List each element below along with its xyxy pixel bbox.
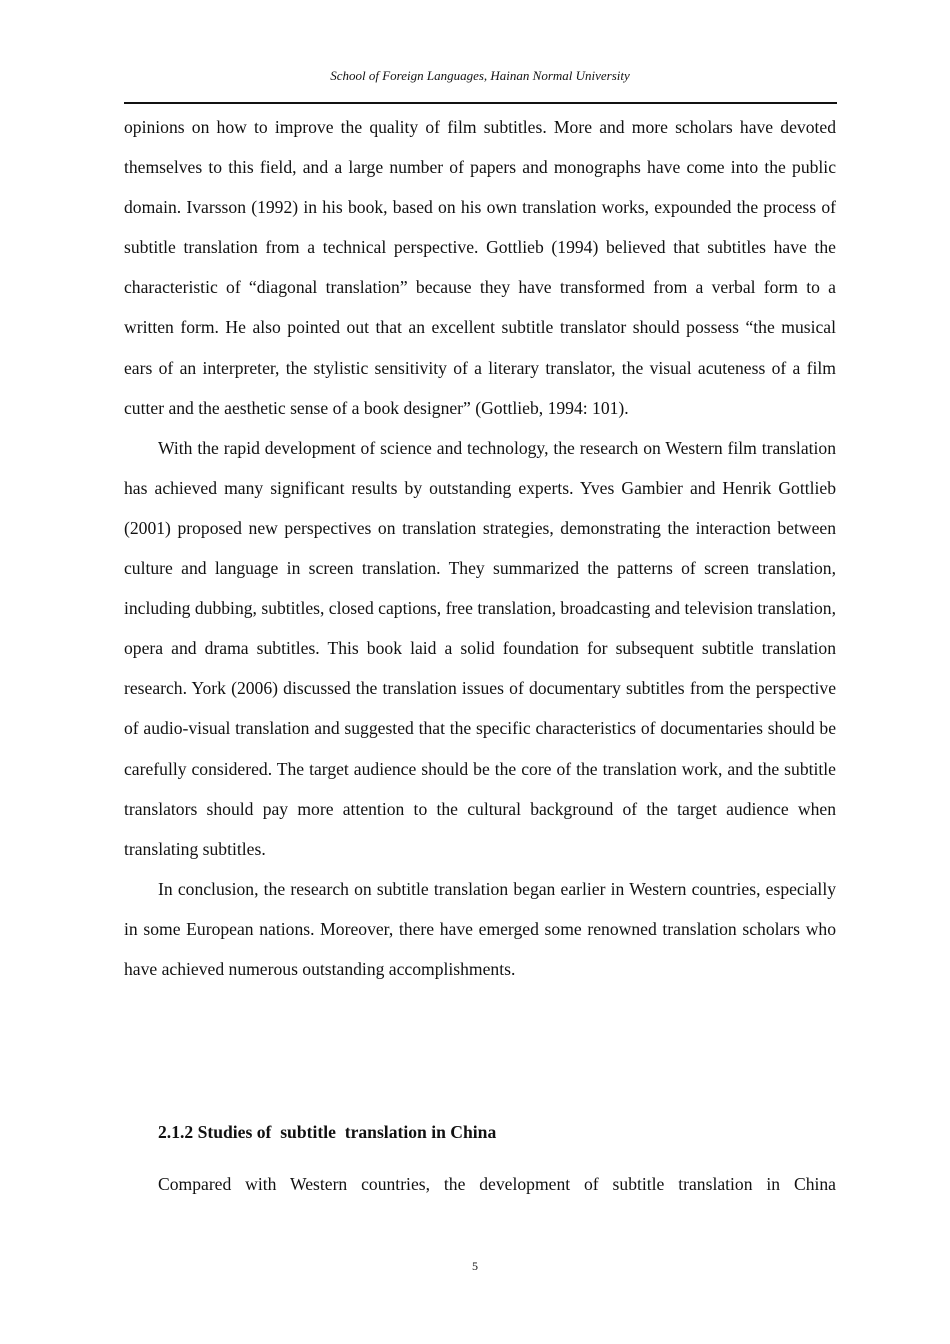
section-heading: 2.1.2 Studies of subtitle translation in China bbox=[158, 1122, 497, 1142]
page-number: 5 bbox=[472, 1259, 478, 1273]
paragraph-continuation: opinions on how to improve the quality of film subtitles. More and more scholars have devoted themselves to this field, and a large number of papers and monographs have come into the public domain. Ivarsson (1992) in his book, based on his own translation works, expounded the process of subtitle translation from a technical perspective. Gottlieb (1994) believed that subtitles have the characteristic of “diagonal translation” because they have transformed from a verbal form to a written form. He also pointed out that an excellent subtitle translator should possess “the musical ears of an interpreter, the stylistic sensitivity of a literary translator, the visual acuteness of a film cutter and the aesthetic sense of a book designer” (Gottlieb, 1994: 101). bbox=[124, 117, 836, 418]
paragraph-western-research: With the rapid development of science and technology, the research on Western film translation has achieved many significant results by outstanding experts. Yves Gambier and Henrik Gottlieb (2001) proposed new perspectives on translation strategies, demonstrating the interaction between culture and language in screen translation. They summarized the patterns of screen translation, including dubbing, subtitles, closed captions, free translation, broadcasting and television translation, opera and drama subtitles. This book laid a solid foundation for subsequent subtitle translation research. York (2006) discussed the translation issues of documentary subtitles from the perspective of audio-visual translation and suggested that the specific characteristics of documentaries should be carefully considered. The target audience should be the core of the translation work, and the subtitle translators should pay more attention to the cultural background of the target audience when translating subtitles. bbox=[124, 437, 836, 859]
running-header: School of Foreign Languages, Hainan Normal University bbox=[330, 68, 630, 83]
body-text bbox=[124, 107, 836, 989]
header-rule bbox=[124, 102, 837, 104]
section-first-line: Compared with Western countries, the development of subtitle translation in China bbox=[158, 1174, 836, 1194]
paragraph-conclusion: In conclusion, the research on subtitle translation began earlier in Western countries, especially in some European nations. Moreover, there have emerged some renowned translation scholars who have achieved numerous outstanding accomplishments. bbox=[124, 878, 836, 979]
